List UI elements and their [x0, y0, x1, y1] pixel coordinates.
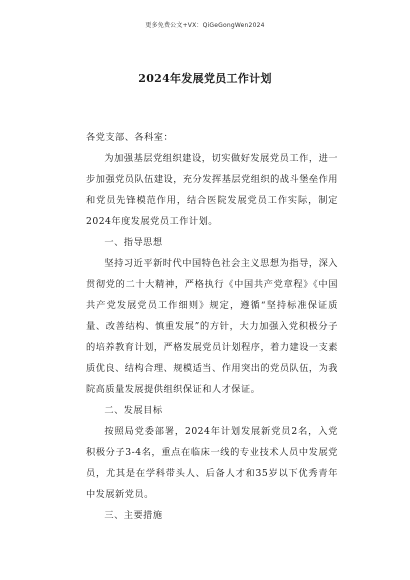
salutation: 各党支部、各科室： [86, 132, 174, 143]
document-title: 2024年发展党员工作计划 [138, 72, 272, 85]
section-heading-guiding-ideology: 一、指导思想 [104, 237, 163, 248]
section-body-guiding-ideology: 坚持习近平新时代中国特色社会主义思想为指导，深入贯彻党的二十大精神，严格执行《中国共产党章程》《中国共产党发展党员工作细则》规定，遵循“坚持标准保证质量、改善结构、慎重发展”的方针，大力加强入党积极分子的培养教育计划，严格发展党员计划程序，着力建设一支素质优良、结构合理、规模适当、作用突出的党员队伍，为我院高质量发展提供组织保证和人才保证。 [86, 258, 338, 395]
section-body-development-goals: 按照局党委部署，2024年计划发展新党员2名，入党积极分子3-4名，重点在临床一线的专业技术人员中发展党员，尤其是在学科带头人、后备人才和35岁以下优秀青年中发展新党员。 [86, 426, 338, 500]
document-body [86, 127, 338, 526]
intro-paragraph: 为加强基层党组织建设，切实做好发展党员工作，进一步加强党员队伍建设，充分发挥基层党组织的战斗堡垒作用和党员先锋模范作用，结合医院发展党员工作实际，制定2024年度发展党员工作计划。 [86, 153, 338, 227]
section-heading-development-goals: 二、发展目标 [104, 405, 163, 416]
section-heading-main-measures: 三、主要措施 [104, 510, 163, 521]
header-note: 更多免费公文+VX：QiGeGongWen2024 [145, 22, 265, 29]
